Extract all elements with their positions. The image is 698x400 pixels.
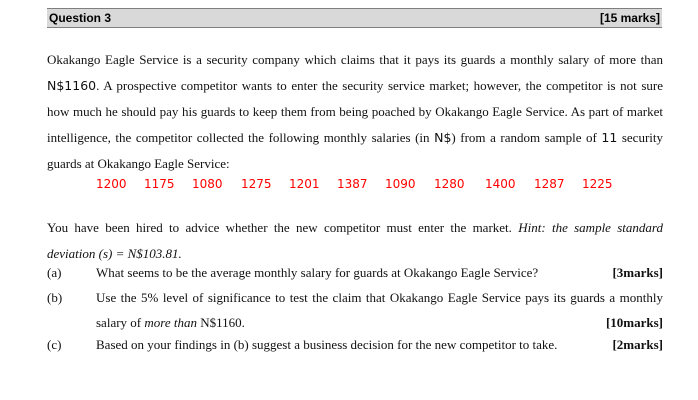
intro-line-2: N$1160. A prospective competitor wants to enter the security service market; however, the competitor is not sure <box>47 78 663 93</box>
intro-line-1: Okakango Eagle Service is a security company which claims that it pays its guards a monthly salary of more than <box>47 52 663 67</box>
salary-value: 1225 <box>582 177 613 191</box>
salary-value: 1080 <box>192 177 223 191</box>
salary-value: 1387 <box>337 177 368 191</box>
salary-values <box>96 177 616 195</box>
question-b-text-2: salary of more than N$1160. <box>96 315 245 330</box>
salary-value: 1200 <box>96 177 127 191</box>
intro-paragraph <box>47 47 663 177</box>
advice-paragraph <box>47 215 663 267</box>
question-b-text-1: Use the 5% level of significance to test the claim that Okakango Eagle Service pays its guards a monthly <box>96 290 663 305</box>
advice-line-2 <box>47 241 663 267</box>
intro-line-3: how much he should pay his guards to keep them from being poached by Okakango Eagle Service. As part of market <box>47 104 663 119</box>
intro-line-5: guards at Okakango Eagle Service: <box>47 156 230 171</box>
sample-size: 11 <box>601 130 618 145</box>
question-a-text: What seems to be the average monthly salary for guards at Okakango Eagle Service? <box>96 265 539 280</box>
salary-value: 1287 <box>534 177 565 191</box>
hint-sd: deviation (s) = N$103.81. <box>47 246 182 261</box>
salary-value: 1400 <box>485 177 516 191</box>
question-b <box>47 290 663 334</box>
currency-label: N$ <box>434 130 452 145</box>
question-c-text: Based on your findings in (b) suggest a business decision for the new competitor to take. <box>96 337 558 352</box>
question-c-label: (c) <box>47 337 62 352</box>
salary-value: 1275 <box>241 177 272 191</box>
salary-value: 1090 <box>385 177 416 191</box>
advice-line-1: You have been hired to advice whether the new competitor must enter the market. Hint: the sample standard <box>47 220 663 235</box>
question-total-marks: [15 marks] <box>599 11 660 25</box>
salary-value: 1280 <box>434 177 465 191</box>
salary-value: 1201 <box>289 177 320 191</box>
salary-value: 1175 <box>144 177 175 191</box>
question-a-label: (a) <box>47 265 62 280</box>
question-b-label: (b) <box>47 290 63 305</box>
question-title: Question 3 <box>49 11 112 25</box>
question-c <box>47 337 663 355</box>
threshold-amount: N$1160 <box>47 78 97 93</box>
intro-line-4: intelligence, the competitor collected the following monthly salaries (in N$) from a random sample of 11 security <box>47 130 664 145</box>
question-a-marks: [3marks] <box>612 265 663 280</box>
hint-text: Hint: the sample standard <box>518 220 663 235</box>
question-c-marks: [2marks] <box>612 337 663 352</box>
question-header <box>47 8 662 28</box>
question-b-marks: [10marks] <box>605 315 663 330</box>
question-a <box>47 265 663 283</box>
